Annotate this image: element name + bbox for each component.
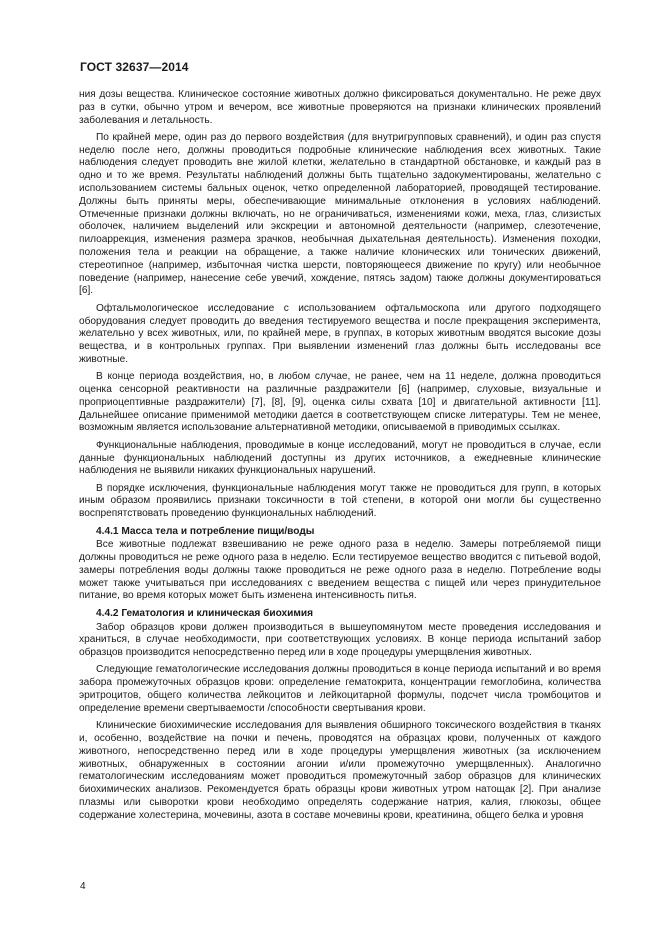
paragraph: Функциональные наблюдения, проводимые в конце исследований, могут не проводиться в случае, если данные функциональных наблюдений доступны из других источников, а ежедневные клинические наблюдения не выявили никаких функциональных нарушений. — [79, 439, 601, 477]
paragraph: В конце периода воздействия, но, в любом случае, не ранее, чем на 11 неделе, должна проводиться оценка сенсорной реактивности на различные раздражители [6] (например, слуховые, визуальные и проприоцептивные раздражители) [7], [8], [9], оценка силы схвата [10] и двигательной активности [11]. Дальнейшее описание применимой методики дается в соответствующем списке литературы. Тем не менее, возможным является использование альтернативной методики, описываемой в приводимых ссылках. — [79, 371, 601, 434]
paragraph: Забор образцов крови должен производиться в вышеупомянутом месте проведения исследования и храниться, в случае необходимости, при соответствующих условиях. В конце периода испытаний забор образцов производится непосредственно перед или в ходе процедуры умерщвления животных. — [79, 621, 601, 659]
paragraph: Все животные подлежат взвешиванию не реже одного раза в неделю. Замеры потребляемой пищи должны проводиться не реже одного раза в неделю. Если тестируемое вещество вводится с питьевой водой, замеры потребления воды должны также проводиться не реже одного раза в неделю. Потребление воды может также учитываться при исследованиях с введением вещества с пищей или через принудительное питание, во время которых может быть изменена интенсивность питья. — [79, 539, 601, 602]
paragraph: ния дозы вещества. Клиническое состояние животных должно фиксироваться документально. Не реже двух раз в сутки, обычно утром и вечером, все животные проверяются на признаки клинических проявлений заболевания и летальность. — [79, 89, 601, 126]
page-number: 4 — [80, 881, 86, 892]
paragraph: Следующие гематологические исследования должны проводиться в конце периода испытаний и во время забора промежуточных образцов крови: определение гематокрита, концентрации гемоглобина, количества эритроцитов, общего количества лейкоцитов и лейкоцитарной формулы, подсчет числа тромбоцитов и определение времени свертываемости /способности свертывания крови. — [79, 664, 601, 714]
paragraph: Клинические биохимические исследования для выявления обширного токсического воздействия в тканях и, особенно, воздействие на почки и печень, проводятся на образцах крови, полученных от каждого животного, непосредственно перед или в ходе процедуры умерщвления животных (за исключением животных, обнаруженных в состоянии агонии и/или промежуточно умерщвленных). Аналогично гематологическим исследованиям может проводиться промежуточный забор образцов для клинических биохимических анализов. Рекомендуется брать образцы крови животных утром натощак [2]. При анализе плазмы или сыворотки крови необходимо определять содержание натрия, калия, глюкозы, общее содержание холестерина, мочевины, азота в составе мочевины крови, креатинина, общего белка и уровня — [79, 720, 601, 821]
paragraph: Офтальмологическое исследование с использованием офтальмоскопа или другого подходящего оборудования следует проводить до введения тестируемого вещества и после прекращения эксперимента, желательно у всех животных, или, по крайней мере, в группах, в которых животным вводятся высокие дозы вещества, и в контрольных группах. При выявлении изменений глаз должны быть исследованы все животные. — [79, 302, 601, 365]
document-header-title: ГОСТ 32637—2014 — [80, 60, 189, 74]
paragraph: В порядке исключения, функциональные наблюдения могут также не проводиться для групп, в которых иным образом проявились признаки токсичности в той степени, в которой они могли бы существенно воспрепятствовать проведению функциональных наблюдений. — [79, 482, 601, 520]
section-heading-4-4-2: 4.4.2 Гематология и клиническая биохимия — [96, 607, 313, 619]
section-heading-4-4-1: 4.4.1 Масса тела и потребление пищи/воды — [96, 525, 315, 537]
paragraph: По крайней мере, один раз до первого воздействия (для внутригрупповых сравнений), и один раз спустя неделю после него, должны проводиться подробные клинические наблюдения всех животных. Такие наблюдения следует проводить вне жилой клетки, желательно в стандартной обстановке, и каждый раз в одно и то же время. Результаты наблюдений должны быть тщательно задокументированы, желательно с использованием системы бальных оценок, четко определенной лабораторией, проводящей тестирование. Должны быть приняты меры, обеспечивающие минимальные отклонения в условиях наблюдений. Отмеченные признаки должны включать, но не ограничиваться, изменениями кожи, меха, глаз, слизистых оболочек, наличием выделений или экскреции и автономной деятельности (например, слезотечение, пилоаррекция, изменения размера зрачков, необычная дыхательная деятельность). Изменения походки, положения тела и реакции на обращение, а также наличие клонических или тонических движений, стереотипное (например, избыточная чистка шерсти, повторяющееся движение по кругу) или необычное поведение (например, нанесение себе увечий, хождение, пятясь задом) также должны документироваться [6]. — [79, 131, 601, 297]
document-body — [79, 89, 601, 827]
